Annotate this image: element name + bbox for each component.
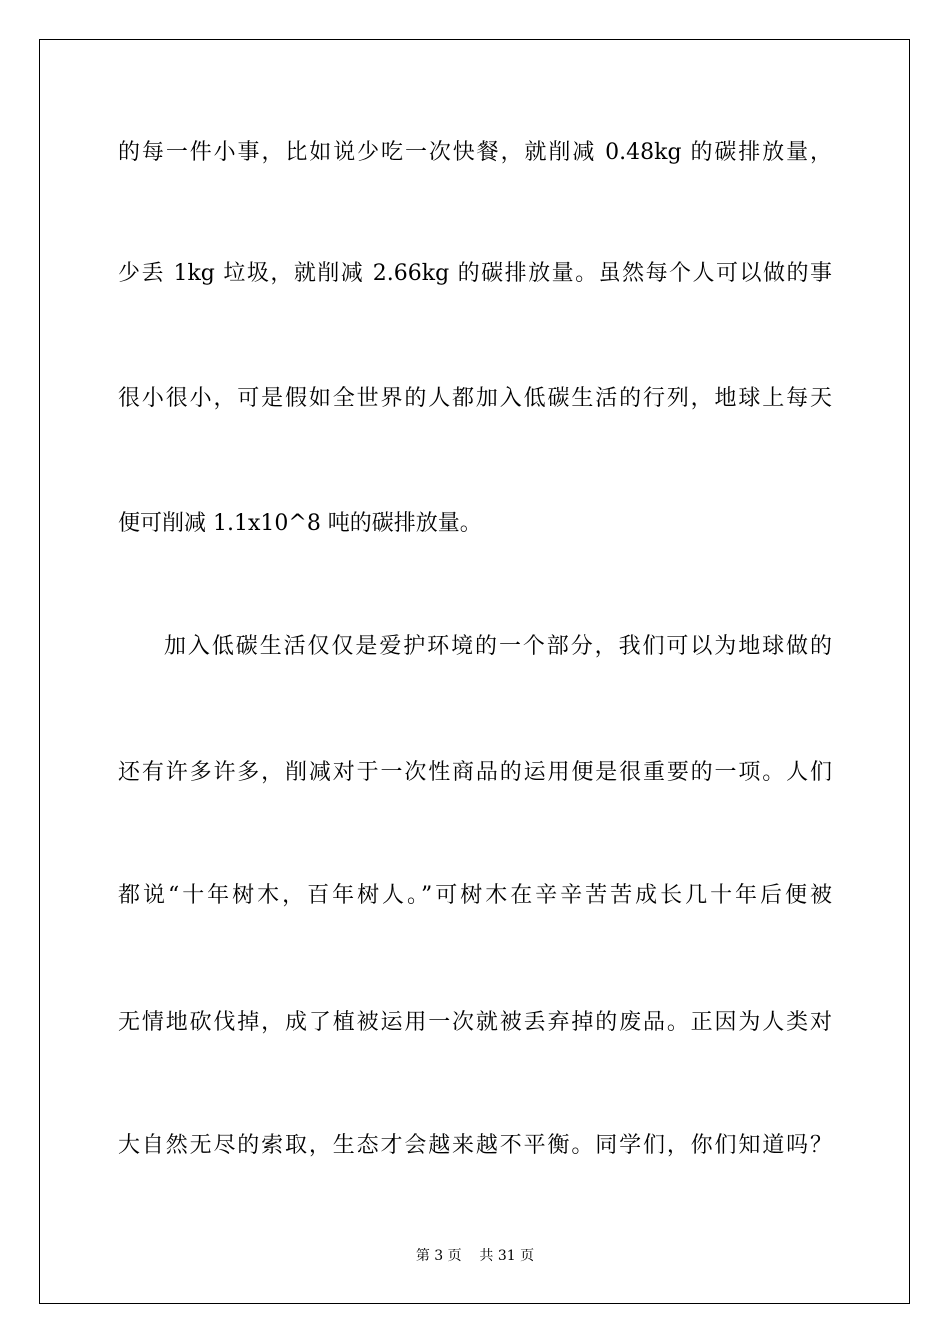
page-number-footer: 第 3 页 共 31 页 — [415, 1248, 535, 1264]
body-text-line: 很小很小，可是假如全世界的人都加入低碳生活的行列，地球上每天 — [118, 386, 832, 411]
body-text-line: 大自然无尽的索取，生态才会越来越不平衡。同学们，你们知道吗？ — [118, 1133, 832, 1158]
body-text-line: 还有许多许多，削减对于一次性商品的运用便是很重要的一项。人们 — [118, 760, 832, 785]
body-text-line: 的每一件小事，比如说少吃一次快餐，就削减 0.48kg 的碳排放量， — [118, 140, 832, 165]
page-border — [39, 39, 910, 1304]
body-text-line: 少丢 1kg 垃圾，就削减 2.66kg 的碳排放量。虽然每个人可以做的事 — [118, 261, 832, 286]
body-text-line: 都说“十年树木，百年树人。”可树木在辛辛苦苦成长几十年后便被 — [118, 883, 832, 908]
body-text-line: 无情地砍伐掉，成了植被运用一次就被丢弃掉的废品。正因为人类对 — [118, 1010, 832, 1035]
paragraph-first-line: 加入低碳生活仅仅是爱护环境的一个部分，我们可以为地球做的 — [164, 634, 832, 659]
body-text-line: 便可削减 1.1x10^8 吨的碳排放量。 — [118, 511, 482, 536]
